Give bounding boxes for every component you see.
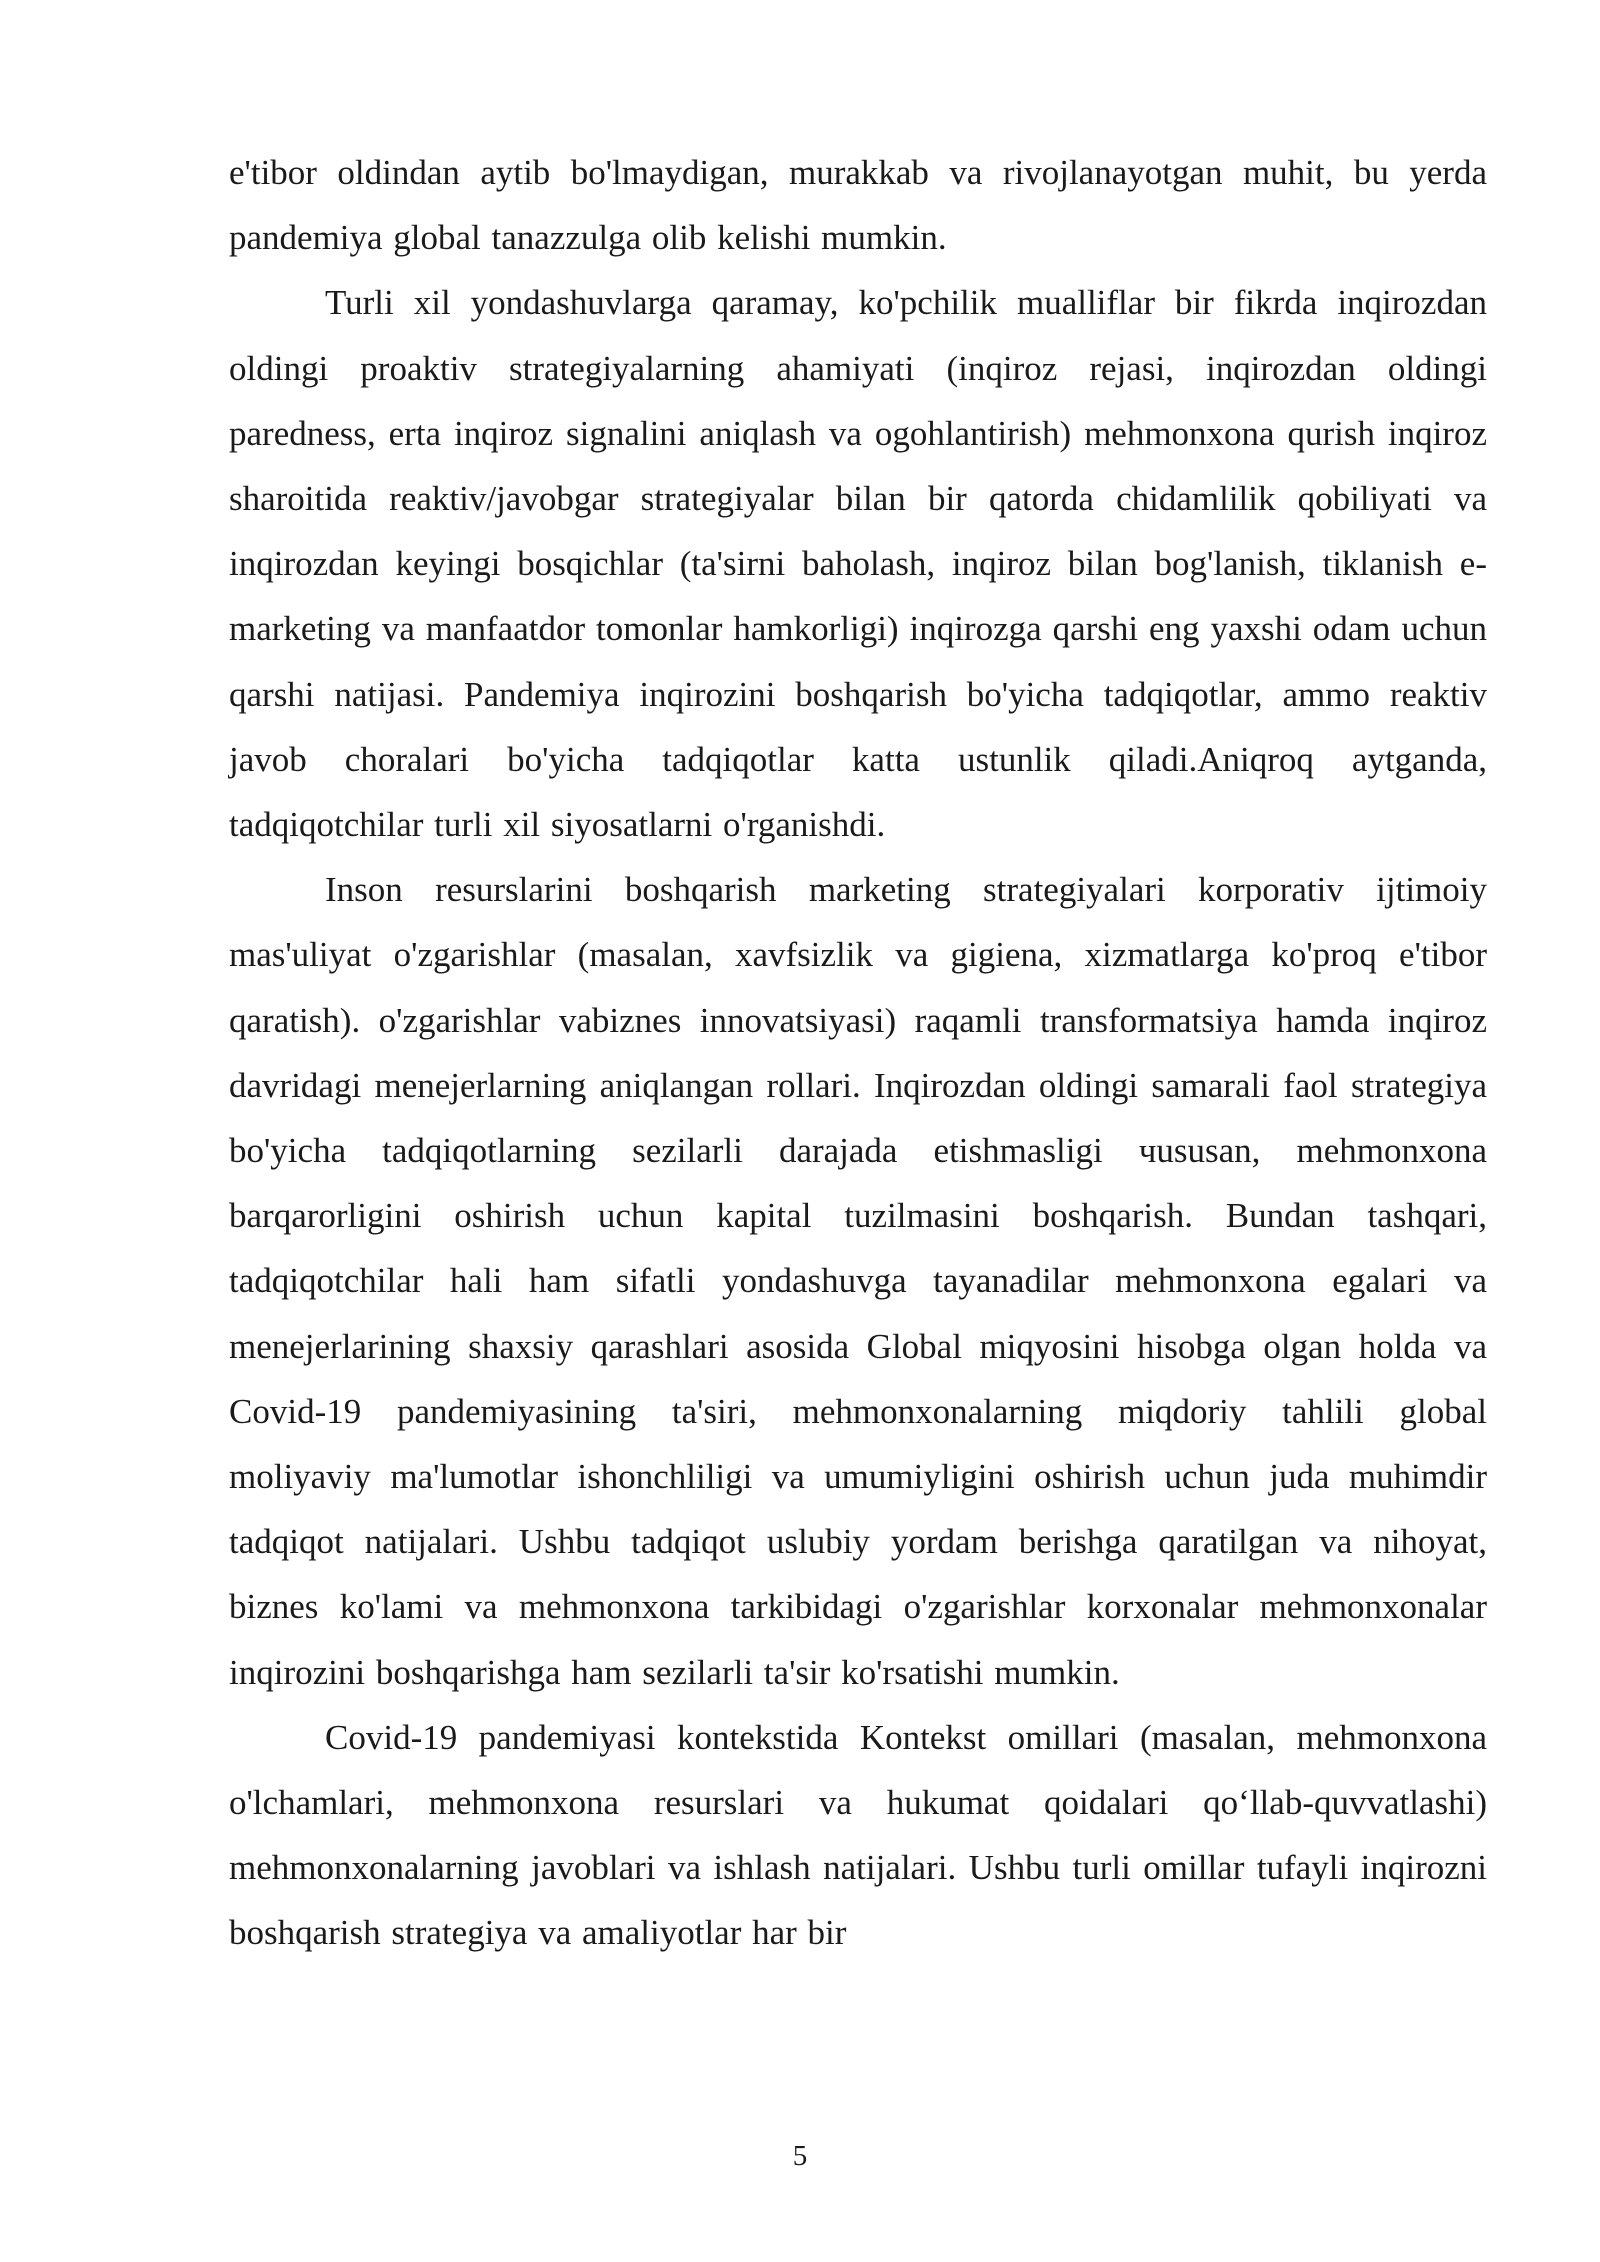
paragraph-2: Turli xil yondashuvlarga qaramay, ko'pchilik mualliflar bir fikrda inqirozdan oldingi proaktiv strategiyalarning ahamiyati (inqiroz rejasi, inqirozdan oldingi paredness, erta inqiroz signalini aniqlash va ogohlantirish) mehmonxona qurish inqiroz sharoitida reaktiv/javobgar strategiyalar bilan bir qatorda chidamlilik qobiliyati va inqirozdan keyingi bosqichlar (ta'sirni baholash, inqiroz bilan bog'lanish, tiklanish e-marketing va manfaatdor tomonlar hamkorligi) inqirozga qarshi eng yaxshi odam uchun qarshi natijasi. Pandemiya inqirozini boshqarish bo'yicha tadqiqotlar, ammo reaktiv javob choralari bo'yicha tadqiqotlar katta ustunlik qiladi.Aniqroq aytganda, tadqiqotchilar turli xil siyosatlarni o'rganishdi. [229, 283, 1487, 845]
document-body [229, 140, 1487, 1966]
page-number: 5 [792, 2140, 808, 2172]
paragraph-4: Covid-19 pandemiyasi kontekstida Kontekst omillari (masalan, mehmonxona o'lchamlari, mehmonxona resurslari va hukumat qoidalari qo‘llab-quvvatlashi) mehmonxonalarning javoblari va ishlash natijalari. Ushbu turli omillar tufayli inqirozni boshqarish strategiya va amaliyotlar har bir [229, 1717, 1487, 1953]
paragraph-3: Inson resurslarini boshqarish marketing strategiyalari korporativ ijtimoiy mas'uliyat o'zgarishlar (masalan, xavfsizlik va gigiena, xizmatlarga ko'proq e'tibor qaratish). o'zgarishlar vabiznes innovatsiyasi) raqamli transformatsiya hamda inqiroz davridagi menejerlarning aniqlangan rollari. Inqirozdan oldingi samarali faol strategiya bo'yicha tadqiqotlarning sezilarli darajada etishmasligi чususan, mehmonxona barqarorligini oshirish uchun kapital tuzilmasini boshqarish. Bundan tashqari, tadqiqotchilar hali ham sifatli yondashuvga tayanadilar mehmonxona egalari va menejerlarining shaxsiy qarashlari asosida Global miqyosini hisobga olgan holda va Covid-19 pandemiyasining ta'siri, mehmonxonalarning miqdoriy tahlili global moliyaviy ma'lumotlar ishonchliligi va umumiyligini oshirish uchun juda muhimdir tadqiqot natijalari. Ushbu tadqiqot uslubiy yordam berishga qaratilgan va nihoyat, biznes ko'lami va mehmonxona tarkibidagi o'zgarishlar korxonalar mehmonxonalar inqirozini boshqarishga ham sezilarli ta'sir ko'rsatishi mumkin. [229, 870, 1487, 1692]
paragraph-1: e'tibor oldindan aytib bo'lmaydigan, murakkab va rivojlanayotgan muhit, bu yerda pandemiya global tanazzulga olib kelishi mumkin. [229, 153, 1487, 258]
